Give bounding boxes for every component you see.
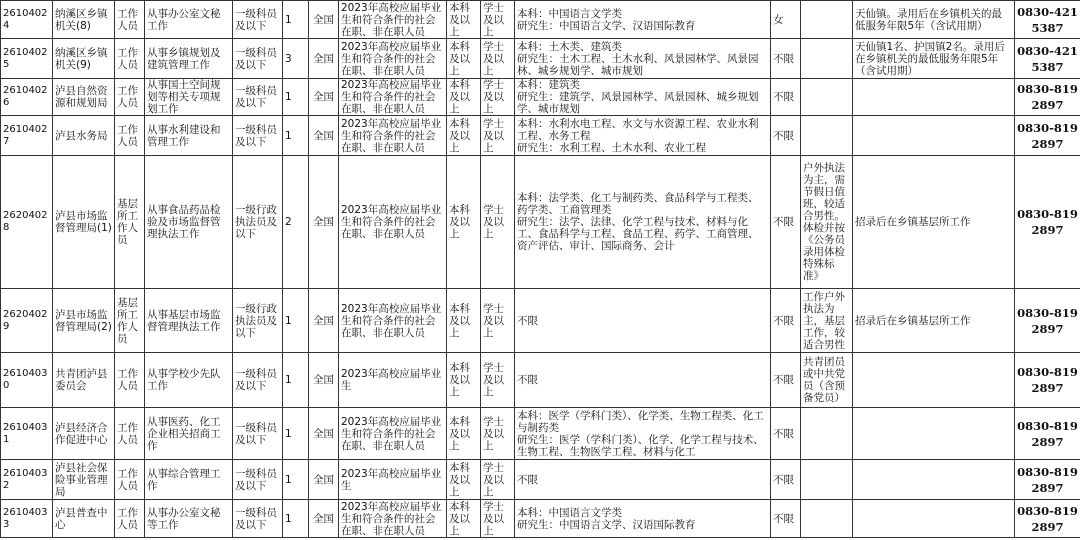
- phone-cell: 0830-4215387: [1015, 39, 1080, 79]
- education-cell: 本科及以上: [447, 408, 481, 460]
- rank-cell: 一级科员及以下: [233, 116, 283, 156]
- position-code-cell: 26104024: [1, 1, 53, 39]
- other-condition-cell: 工作户外执法为主，基层工作，较适合男性: [801, 289, 853, 353]
- education-cell: 本科及以上: [447, 39, 481, 79]
- other-condition-cell: [801, 500, 853, 538]
- count-cell: 1: [283, 116, 309, 156]
- major-cell: 不限: [515, 353, 771, 408]
- count-cell: 3: [283, 39, 309, 79]
- note-cell: 招录后在乡镇基层所工作: [853, 156, 1015, 289]
- table-row: [1, 408, 1080, 460]
- position-code-cell: 26104027: [1, 116, 53, 156]
- degree-cell: 学士及以上: [481, 353, 515, 408]
- organization-cell: 共青团泸县委员会: [53, 353, 115, 408]
- phone-cell: 0830-8192897: [1015, 460, 1080, 500]
- organization-cell: 泸县经济合作促进中心: [53, 408, 115, 460]
- phone-cell: 0830-8192897: [1015, 408, 1080, 460]
- scope-cell: 全国: [309, 79, 339, 116]
- source-cell: 2023年高校应届毕业生和符合条件的社会在职、非在职人员: [339, 39, 447, 79]
- duty-cell: 从事医药、化工企业相关招商工作: [145, 408, 233, 460]
- other-condition-cell: [801, 1, 853, 39]
- scope-cell: 全国: [309, 39, 339, 79]
- organization-cell: 泸县自然资源和规划局: [53, 79, 115, 116]
- other-condition-cell: [801, 460, 853, 500]
- note-cell: [853, 408, 1015, 460]
- source-cell: 2023年高校应届毕业生和符合条件的社会在职、非在职人员: [339, 1, 447, 39]
- education-cell: 本科及以上: [447, 1, 481, 39]
- degree-cell: 学士及以上: [481, 79, 515, 116]
- phone-cell: 0830-8192897: [1015, 116, 1080, 156]
- note-cell: [853, 460, 1015, 500]
- position-code-cell: 26104033: [1, 500, 53, 538]
- table-row: [1, 289, 1080, 353]
- other-condition-cell: 户外执法为主，需节假日值班，较适合男性。体检并按《公务员录用体检特殊标准》: [801, 156, 853, 289]
- note-cell: [853, 500, 1015, 538]
- table-row: [1, 116, 1080, 156]
- position-code-cell: 26104032: [1, 460, 53, 500]
- scope-cell: 全国: [309, 116, 339, 156]
- requirement-cell: 不限: [771, 156, 801, 289]
- count-cell: 1: [283, 1, 309, 39]
- requirement-cell: 不限: [771, 500, 801, 538]
- phone-cell: 0830-8192897: [1015, 353, 1080, 408]
- rank-cell: 一级科员及以下: [233, 460, 283, 500]
- source-cell: 2023年高校应届毕业生和符合条件的社会在职、非在职人员: [339, 116, 447, 156]
- organization-cell: 泸县市场监督管理局(2): [53, 289, 115, 353]
- major-cell: 不限: [515, 460, 771, 500]
- note-cell: 招录后在乡镇基层所工作: [853, 289, 1015, 353]
- category-cell: 工作人员: [115, 1, 145, 39]
- duty-cell: 从事食品药品检验及市场监督管理执法工作: [145, 156, 233, 289]
- note-cell: [853, 353, 1015, 408]
- duty-cell: 从事办公室文秘等工作: [145, 500, 233, 538]
- other-condition-cell: [801, 79, 853, 116]
- count-cell: 1: [283, 353, 309, 408]
- source-cell: 2023年高校应届毕业生: [339, 353, 447, 408]
- major-cell: 不限: [515, 289, 771, 353]
- phone-cell: 0830-8192897: [1015, 289, 1080, 353]
- requirement-cell: 不限: [771, 408, 801, 460]
- requirement-cell: 不限: [771, 460, 801, 500]
- position-code-cell: 26104030: [1, 353, 53, 408]
- rank-cell: 一级科员及以下: [233, 39, 283, 79]
- degree-cell: 学士及以上: [481, 156, 515, 289]
- requirement-cell: 不限: [771, 353, 801, 408]
- category-cell: 基层所工作人员: [115, 289, 145, 353]
- scope-cell: 全国: [309, 353, 339, 408]
- duty-cell: 从事学校少先队工作: [145, 353, 233, 408]
- position-code-cell: 26104031: [1, 408, 53, 460]
- organization-cell: 泸县市场监督管理局(1): [53, 156, 115, 289]
- category-cell: 工作人员: [115, 116, 145, 156]
- scope-cell: 全国: [309, 460, 339, 500]
- category-cell: 工作人员: [115, 500, 145, 538]
- count-cell: 2: [283, 156, 309, 289]
- count-cell: 1: [283, 460, 309, 500]
- rank-cell: 一级科员及以下: [233, 353, 283, 408]
- requirement-cell: 不限: [771, 39, 801, 79]
- rank-cell: 一级行政执法员及以下: [233, 156, 283, 289]
- table-row: [1, 353, 1080, 408]
- education-cell: 本科及以上: [447, 460, 481, 500]
- table-row: [1, 39, 1080, 79]
- rank-cell: 一级科员及以下: [233, 408, 283, 460]
- table-row: [1, 500, 1080, 538]
- rank-cell: 一级科员及以下: [233, 1, 283, 39]
- count-cell: 1: [283, 289, 309, 353]
- major-cell: 本科：中国语言文学类 研究生：中国语言文学、汉语国际教育: [515, 1, 771, 39]
- other-condition-cell: 共青团员或中共党员（含预备党员）: [801, 353, 853, 408]
- position-code-cell: 26204029: [1, 289, 53, 353]
- duty-cell: 从事办公室文秘工作: [145, 1, 233, 39]
- scope-cell: 全国: [309, 500, 339, 538]
- major-cell: 本科：土木类、建筑类 研究生：土木工程、土木水利、风景园林学、风景园林、城乡规划学、城市规划: [515, 39, 771, 79]
- note-cell: 天仙镇1名、护国镇2名。录用后在乡镇机关的最低服务年限5年（含试用期）: [853, 39, 1015, 79]
- phone-cell: 0830-4215387: [1015, 1, 1080, 39]
- major-cell: 本科：水利水电工程、水文与水资源工程、农业水利工程、水务工程 研究生：水利工程、土木水利、农业工程: [515, 116, 771, 156]
- organization-cell: 纳溪区乡镇机关(9): [53, 39, 115, 79]
- table-row: [1, 460, 1080, 500]
- table-row: [1, 1, 1080, 39]
- category-cell: 工作人员: [115, 39, 145, 79]
- degree-cell: 学士及以上: [481, 500, 515, 538]
- source-cell: 2023年高校应届毕业生和符合条件的社会在职、非在职人员: [339, 79, 447, 116]
- phone-cell: 0830-8192897: [1015, 500, 1080, 538]
- duty-cell: 从事基层市场监督管理执法工作: [145, 289, 233, 353]
- requirement-cell: 女: [771, 1, 801, 39]
- note-cell: [853, 116, 1015, 156]
- degree-cell: 学士及以上: [481, 1, 515, 39]
- organization-cell: 泸县水务局: [53, 116, 115, 156]
- scope-cell: 全国: [309, 289, 339, 353]
- requirement-cell: 不限: [771, 289, 801, 353]
- table-row: [1, 79, 1080, 116]
- note-cell: 天仙镇。录用后在乡镇机关的最低服务年限5年（含试用期）: [853, 1, 1015, 39]
- rank-cell: 一级行政执法员及以下: [233, 289, 283, 353]
- source-cell: 2023年高校应届毕业生和符合条件的社会在职、非在职人员: [339, 289, 447, 353]
- position-code-cell: 26204028: [1, 156, 53, 289]
- other-condition-cell: [801, 39, 853, 79]
- degree-cell: 学士及以上: [481, 116, 515, 156]
- table-row: [1, 156, 1080, 289]
- other-condition-cell: [801, 408, 853, 460]
- scope-cell: 全国: [309, 156, 339, 289]
- count-cell: 1: [283, 500, 309, 538]
- position-code-cell: 26104025: [1, 39, 53, 79]
- education-cell: 本科及以上: [447, 79, 481, 116]
- duty-cell: 从事综合管理工作: [145, 460, 233, 500]
- other-condition-cell: [801, 116, 853, 156]
- duty-cell: 从事水利建设和管理工作: [145, 116, 233, 156]
- scope-cell: 全国: [309, 408, 339, 460]
- phone-cell: 0830-8192897: [1015, 79, 1080, 116]
- scope-cell: 全国: [309, 1, 339, 39]
- organization-cell: 泸县普查中心: [53, 500, 115, 538]
- major-cell: 本科：法学类、化工与制药类、食品科学与工程类、药学类、工商管理类 研究生：法学、法律、化学工程与技术、材料与化工、食品科学与工程、食品工程、药学、工商管理、资产评估、审计、国际商务、会计: [515, 156, 771, 289]
- education-cell: 本科及以上: [447, 156, 481, 289]
- source-cell: 2023年高校应届毕业生和符合条件的社会在职、非在职人员: [339, 500, 447, 538]
- requirement-cell: 不限: [771, 79, 801, 116]
- degree-cell: 学士及以上: [481, 289, 515, 353]
- source-cell: 2023年高校应届毕业生和符合条件的社会在职、非在职人员: [339, 408, 447, 460]
- rank-cell: 一级科员及以下: [233, 500, 283, 538]
- category-cell: 基层所工作人员: [115, 156, 145, 289]
- category-cell: 工作人员: [115, 408, 145, 460]
- organization-cell: 泸县社会保险事业管理局: [53, 460, 115, 500]
- education-cell: 本科及以上: [447, 116, 481, 156]
- count-cell: 1: [283, 408, 309, 460]
- major-cell: 本科：中国语言文学类 研究生：中国语言文学、汉语国际教育: [515, 500, 771, 538]
- education-cell: 本科及以上: [447, 289, 481, 353]
- rank-cell: 一级科员及以下: [233, 79, 283, 116]
- requirement-cell: 不限: [771, 116, 801, 156]
- organization-cell: 纳溪区乡镇机关(8): [53, 1, 115, 39]
- education-cell: 本科及以上: [447, 353, 481, 408]
- degree-cell: 学士及以上: [481, 408, 515, 460]
- degree-cell: 学士及以上: [481, 39, 515, 79]
- phone-cell: 0830-8192897: [1015, 156, 1080, 289]
- position-code-cell: 26104026: [1, 79, 53, 116]
- degree-cell: 学士及以上: [481, 460, 515, 500]
- source-cell: 2023年高校应届毕业生: [339, 460, 447, 500]
- count-cell: 1: [283, 79, 309, 116]
- duty-cell: 从事乡镇规划及建筑管理工作: [145, 39, 233, 79]
- source-cell: 2023年高校应届毕业生和符合条件的社会在职、非在职人员: [339, 156, 447, 289]
- category-cell: 工作人员: [115, 79, 145, 116]
- category-cell: 工作人员: [115, 460, 145, 500]
- education-cell: 本科及以上: [447, 500, 481, 538]
- major-cell: 本科：建筑类 研究生：建筑学、风景园林学、风景园林、城乡规划学、城市规划: [515, 79, 771, 116]
- note-cell: [853, 79, 1015, 116]
- category-cell: 工作人员: [115, 353, 145, 408]
- major-cell: 本科：医学（学科门类）、化学类、生物工程类、化工与制药类 研究生：医学（学科门类）、化学、化学工程与技术、生物工程、生物医学工程、材料与化工: [515, 408, 771, 460]
- duty-cell: 从事国土空间规划等相关专项规划工作: [145, 79, 233, 116]
